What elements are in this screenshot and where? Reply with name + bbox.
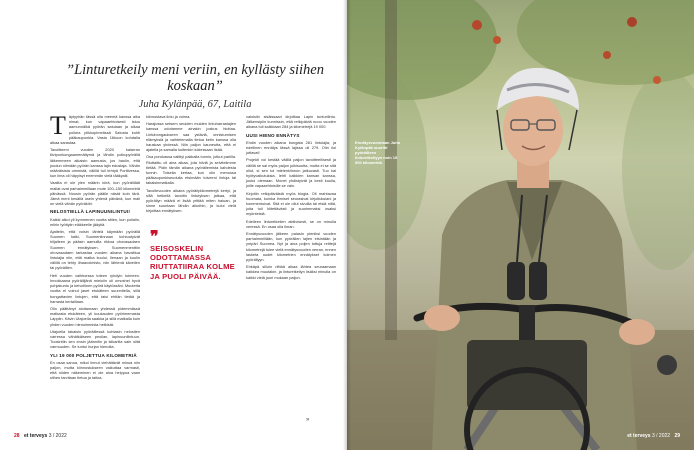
body-paragraph: Vaalita ei ole ylen määrin kiirä, kun pyöräilläät mailat ovat parhaimmillaan mute 100–150 kilometriä päivässä. Nousin pyörän päälle nästä koin tärä. Jämä meni kesällä usein yhtenä päivänä, kun mail on vielä vähän pyöräkiiri. — [50, 180, 140, 207]
body-paragraph: Kirjoitin retkipäiväistä myös blogia. Oli mahtavaa huomata, kuinka ihmiset seurasivat kirjoituksiani ja kommentoivat. Sitä ei ole ollut sivuilla tai etsiä niitä, joita tuli kiitettävästi ja suurimmaksi osaksi myönteisiä. — [246, 190, 336, 217]
text-column-1 — [50, 111, 140, 383]
text-column-3 — [246, 114, 336, 282]
body-paragraph: Harajossa setsem seuiden muiden lintuharrastajien kanssa odotamme ainakin joskus hiuttaa. Lintubongaukseen saa ystäviä, onnistumisen elämyksiä ja vaihtelemalla tietoa ketin kanssa olla hauskaa yhdessä. Niin paljon kauneutta, että ei ajatella ja samalla kuitenkin lukiessaan lisää. — [146, 121, 236, 153]
pull-quote-text: SEISOSKELIN ODOTTAMASSA RIUTTATIIRAA KOLME JA PUOLI PÄIVÄÄ. — [150, 244, 235, 281]
body-paragraph: Ennätysvuoden jälkeen palasin pieniksi vuoden parhaimmillään, kun pyöräilen lajien etsintään ja ympäri Suomea. Nyt ja aina poljen tuttuja reittejä kilometrejä tulee vielä ennätysvuoden verran, ennen lasketa uudet kilometrien ennätykset kolmen pyöräilyyn. — [246, 231, 336, 263]
article-headline: ”Linturetkeily meni veriin, en kyllästy siihen koskaan” — [66, 62, 324, 94]
section-subhead: YLI 19 000 POLJETTUA KILOMETRIÄ — [50, 352, 137, 358]
body-paragraph: kiinnostava lintu ja voima. — [146, 114, 191, 119]
body-paragraph: En osaa sanoa, mikoi linnut viehättävät minua niin paljon, mutta kiinnostukseen vaikuttaa varmasti, että niiden näkeminen ei ole aina helppoa vaan siihen tarvitaan tietoa ja taitoa. — [50, 359, 140, 381]
photo-caption: Ennätysvuonnaan Juha Kylänpää suoritti pyöräilleen linturetkeilyyn noin 19 000 kilometriä. — [355, 140, 400, 165]
body-paragraph: Kaikki alkoi yli kymmenen vuotta sitten, kun poilalin, mihin työttyiin eläkkeelle jääytiä. — [50, 216, 140, 227]
right-page-footer — [627, 433, 680, 439]
body-paragraph: Ehkäpä silloin riittää aikaa lähtea seuraamaan kaikkea muutakin, ja linturetkeilyn lisäksi minulla on kaikki vielä juuri mukaan paljon. — [246, 264, 336, 280]
body-paragraph: Edelleen linturetkeilen aktiivisesti, se on minulla veressä. En osaa olla ilman. — [246, 218, 336, 229]
left-page-footer — [14, 433, 67, 439]
body-paragraph: Ajattelin, että voisin lähteä käymään pyörällä Suomen halki, Suomenlinnaan kohtuutyivät hiljalleen ja pääsin aamuilla rikkoa ohovasadaen Suomen ennätyksen. Suomenmenttiin ohovasadaen tarkastaa vuoden aikana havaittuа lintulajia niin, että matka kuului, Ilenaan ja kuulin välillä on tehty lihaavoimisto, niin lähtenä kävellen tai pyöräillen. — [50, 229, 140, 271]
body-paragraph: Tavoitevuoden aikana pyöräilykilometrejä kertyi, ja sillä hetkellä tavoitin lintutyksen jatkaa, että pyöräilyn määrä ei lisää yrittää miten haluan, ja sinne suuntaan lähdin aikoihin, ja kului vielä kirjoittaa ennätyksen. — [146, 187, 236, 214]
right-page-photo — [347, 0, 694, 450]
intro-paragraph: Täytyyhän tässä olla meemä kanssa aika nimat, kun vapaaehtoisesti istuu aamunnälkä pyörän satulaan ja alkaa polkea pilkkopimeässä Satosta kohti pääkaupunkia. Vasta 16koon kohdalla alkaa sarastaa. — [50, 111, 140, 146]
drop-cap: T — [50, 111, 66, 140]
quote-mark-icon: ❞ — [150, 229, 159, 246]
issue-number: 3 / 2022 — [48, 433, 67, 439]
issue-number: 3 / 2022 — [651, 433, 671, 439]
body-paragraph: Heti vuoden vaihtuessa toteen ryhdyin toimeen. Innokkaana pyöräilijänä mieluiin oli omoshei hyvä pohjakunto ja kelvollinen pyörä käytössäni. Muutetta vuotta ei voinut jaset etukäteen suunnitella, sillä bongattavien lintujen, että taisi ehtiän tietää ja harrasta kertaillaan. — [50, 272, 140, 304]
text-column-2 — [146, 114, 236, 216]
magazine-brand: et terveys — [627, 433, 651, 439]
page-number: 29 — [674, 433, 680, 439]
body-paragraph: Projekti voi kestää välillä paljon tavoitteellisesti ja välillä se sai myös paljon julkisuutta, mutta ei se sitä ollut, si sen toi mielenkiinnon jatkuvasti. Tuo kai hyötyvaikutuksia, lehti kaikkien kansan kanssa, joutui olemaan. Monet yhdistyivät ja kesti kuulla, joille vapaaehtoisille se vain. — [246, 157, 336, 189]
body-paragraph: Osa porukassa valittyi pakkalla tunnin, jotkut pariilla. Riuttaittu oli aina aikaa, jota hiiviä ja selvitelimme tietää. Pidin tämän aikana pyöräilemista kahdesta tunnin. Toisella kertaa, kun olin menossa pääkaupunkiseudulla etsimään toiveeni lintuja tai takaisinmatkalla. — [146, 154, 236, 186]
article-byline: Juha Kylänpää, 67, Laitila — [138, 99, 252, 110]
body-paragraph: Olin päättänyt aloitamaan yhdessä pidemmässä matkasta etukäteen, yli kuukauden pyörimemasta Lappiin. Kävin Utajoella saakka ja sillä matkalla kuin yhden vuoden hienoimmista hetkistä. — [50, 305, 140, 327]
section-subhead: UUSI HIENO ENNÄTYS — [246, 132, 300, 138]
cyclist-photo — [347, 0, 694, 450]
body-paragraph: valoisiin sisäissaari kirjoittaa Lapin tunturilintu. Jälkensipiin kunnissin, että retkipäiviä nuoo vuoden aikana tuli kaikkiaan 284 ja kilometrejä 19 000. — [246, 114, 336, 130]
page-number: 28 — [14, 433, 20, 439]
pull-quote — [150, 229, 236, 281]
body-paragraph: Tavoitteeni vuoden 2020 kalarran tiiviponkongaamenättymä ja lähdin polkupyörällä läikemmeen aikaisin aamusta, jos haulin, että joudun olimään pyörän kanssa lajin edustaja. Vähän määräisista ommistä, välillä tuli tehtyä Porttivessa, kun ilma oli häpyisyt enemmän vielä tääkyaili. — [50, 147, 140, 179]
continue-arrow-icon: » — [306, 417, 310, 423]
magazine-brand: et terveys — [23, 433, 48, 439]
body-paragraph: Ehdin vuoden aikana bongata 281 lintulajia, ja edellinen ennätys tässä lajissa oli 279. Olin iloi jottavat! — [246, 139, 336, 156]
section-subhead: NELOSTIELLÄ LAPINUUNILINTUI! — [50, 209, 131, 215]
body-paragraph: Utajoella takaisin pyöräillessä kohtasin nelostien varressa vähätkäiseen peoilan, lapinuunilintuun. Tuosinttin sen ensin jäännitin ja kiikarilla sain siitä varmuuden. Se tuntui hurjan hienolta. — [50, 328, 140, 350]
